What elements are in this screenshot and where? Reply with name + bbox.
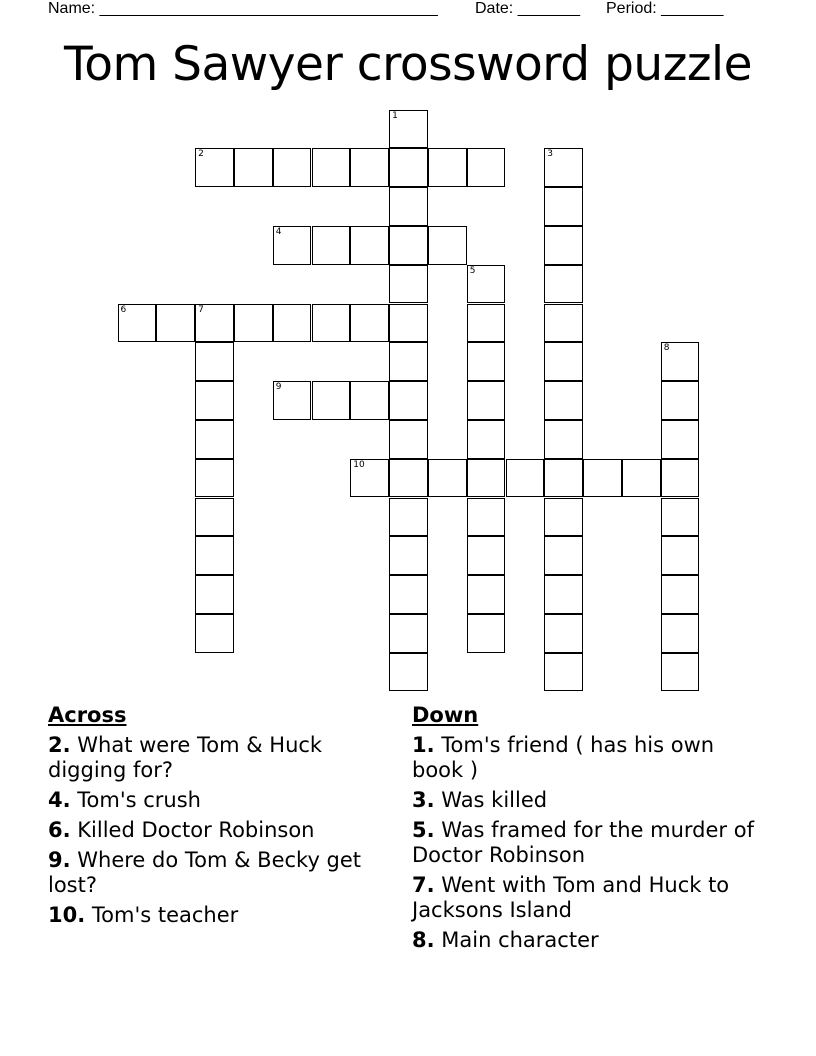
clue-item — [48, 903, 383, 928]
grid-cell[interactable] — [350, 148, 389, 187]
grid-cell[interactable] — [389, 304, 428, 343]
grid-cell[interactable] — [389, 498, 428, 537]
clue-item — [48, 818, 383, 843]
grid-cell[interactable] — [544, 381, 583, 420]
clue-item-number: 6. — [48, 818, 71, 842]
clue-number: 3 — [547, 149, 554, 160]
clue-item-number: 8. — [412, 928, 435, 952]
clue-item — [48, 733, 383, 783]
grid-cell[interactable] — [195, 342, 234, 381]
grid-cell[interactable] — [195, 498, 234, 537]
grid-cell[interactable] — [389, 381, 428, 420]
clue-number: 5 — [469, 265, 476, 276]
grid-cell[interactable] — [428, 226, 467, 265]
grid-cell[interactable] — [312, 148, 351, 187]
clue-number: 8 — [663, 343, 670, 354]
grid-cell[interactable] — [467, 575, 506, 614]
grid-cell[interactable] — [195, 381, 234, 420]
clue-item-number: 10. — [48, 903, 86, 927]
clue-item-text: Tom's teacher — [85, 903, 239, 927]
grid-cell[interactable] — [195, 148, 234, 187]
grid-cell[interactable] — [544, 304, 583, 343]
grid-cell[interactable] — [389, 110, 428, 149]
grid-cell[interactable] — [544, 148, 583, 187]
clue-item — [412, 733, 762, 783]
clue-item-number: 5. — [412, 818, 435, 842]
grid-cell[interactable] — [389, 536, 428, 575]
period-field-label[interactable]: Period: _______ — [606, 0, 724, 17]
grid-cell[interactable] — [467, 265, 506, 304]
across-clue-list — [48, 733, 383, 928]
across-clues — [48, 703, 383, 933]
across-heading: Across — [48, 703, 127, 727]
grid-cell[interactable] — [195, 459, 234, 498]
down-clue-list — [412, 733, 762, 953]
grid-cell[interactable] — [544, 653, 583, 692]
grid-cell[interactable] — [661, 420, 700, 459]
grid-cell[interactable] — [661, 381, 700, 420]
grid-cell[interactable] — [661, 498, 700, 537]
grid-cell[interactable] — [544, 459, 583, 498]
grid-cell[interactable] — [350, 459, 389, 498]
grid-cell[interactable] — [661, 614, 700, 653]
grid-cell[interactable] — [544, 498, 583, 537]
grid-cell[interactable] — [273, 381, 312, 420]
grid-cell[interactable] — [312, 304, 351, 343]
clue-item-number: 2. — [48, 733, 71, 757]
grid-cell[interactable] — [467, 304, 506, 343]
grid-cell[interactable] — [312, 381, 351, 420]
grid-cell[interactable] — [467, 420, 506, 459]
clue-item-text: Main character — [434, 928, 599, 952]
clue-number: 10 — [353, 459, 365, 470]
grid-cell[interactable] — [544, 187, 583, 226]
grid-cell[interactable] — [428, 459, 467, 498]
clue-number: 9 — [275, 382, 282, 393]
grid-cell[interactable] — [389, 342, 428, 381]
clue-item-text: Was framed for the murder of Doctor Robinson — [412, 818, 754, 867]
clue-item-text: Tom's friend ( has his own book ) — [412, 733, 715, 782]
clue-item — [412, 818, 762, 868]
grid-cell[interactable] — [118, 304, 157, 343]
grid-cell[interactable] — [350, 226, 389, 265]
clue-number: 4 — [275, 226, 282, 237]
grid-cell[interactable] — [389, 148, 428, 187]
grid-cell[interactable] — [389, 420, 428, 459]
grid-cell[interactable] — [661, 575, 700, 614]
grid-cell[interactable] — [661, 342, 700, 381]
grid-cell[interactable] — [389, 187, 428, 226]
grid-cell[interactable] — [234, 148, 273, 187]
clue-number: 1 — [392, 110, 398, 121]
grid-cell[interactable] — [389, 575, 428, 614]
name-field-label[interactable]: Name: ______________________________________ — [48, 0, 438, 17]
clue-item-number: 1. — [412, 733, 435, 757]
grid-cell[interactable] — [428, 148, 467, 187]
clue-item-text: Went with Tom and Huck to Jacksons Island — [412, 873, 730, 922]
grid-cell[interactable] — [544, 342, 583, 381]
grid-cell[interactable] — [467, 614, 506, 653]
grid-cell[interactable] — [544, 420, 583, 459]
grid-cell[interactable] — [389, 265, 428, 304]
clue-item-number: 7. — [412, 873, 435, 897]
grid-cell[interactable] — [544, 226, 583, 265]
page-title: Tom Sawyer crossword puzzle — [63, 37, 753, 92]
clue-number: 6 — [120, 304, 127, 315]
grid-cell[interactable] — [273, 226, 312, 265]
grid-cell[interactable] — [156, 304, 195, 343]
grid-cell[interactable] — [661, 653, 700, 692]
grid-cell[interactable] — [389, 226, 428, 265]
grid-cell[interactable] — [234, 304, 273, 343]
clue-item-text: What were Tom & Huck digging for? — [48, 733, 323, 782]
grid-cell[interactable] — [467, 148, 506, 187]
grid-cell[interactable] — [389, 653, 428, 692]
grid-cell[interactable] — [195, 420, 234, 459]
grid-cell[interactable] — [544, 575, 583, 614]
date-field-label[interactable]: Date: _______ — [475, 0, 580, 17]
grid-cell[interactable] — [583, 459, 622, 498]
grid-cell[interactable] — [467, 459, 506, 498]
clue-item-text: Was killed — [434, 788, 548, 812]
down-heading: Down — [412, 703, 479, 727]
grid-cell[interactable] — [350, 381, 389, 420]
grid-cell[interactable] — [195, 304, 234, 343]
clue-item-text: Killed Doctor Robinson — [70, 818, 315, 842]
grid-cell[interactable] — [622, 459, 661, 498]
grid-cell[interactable] — [195, 575, 234, 614]
clue-item-number: 4. — [48, 788, 71, 812]
clue-item-text: Where do Tom & Becky get lost? — [48, 848, 362, 897]
grid-cell[interactable] — [195, 536, 234, 575]
clue-item — [48, 848, 383, 898]
grid-cell[interactable] — [467, 498, 506, 537]
grid-cell[interactable] — [389, 459, 428, 498]
grid-cell[interactable] — [312, 226, 351, 265]
clue-item-number: 3. — [412, 788, 435, 812]
clue-number: 2 — [198, 149, 204, 160]
clue-item — [412, 788, 762, 813]
clue-number: 7 — [198, 304, 204, 315]
grid-cell[interactable] — [273, 304, 312, 343]
grid-cell[interactable] — [661, 536, 700, 575]
grid-cell[interactable] — [350, 304, 389, 343]
grid-cell[interactable] — [661, 459, 700, 498]
clue-item-number: 9. — [48, 848, 71, 872]
grid-cell[interactable] — [467, 342, 506, 381]
clue-item — [48, 788, 383, 813]
grid-cell[interactable] — [544, 614, 583, 653]
grid-cell[interactable] — [467, 536, 506, 575]
grid-cell[interactable] — [506, 459, 545, 498]
grid-cell[interactable] — [195, 614, 234, 653]
grid-cell[interactable] — [467, 381, 506, 420]
clue-item — [412, 873, 762, 923]
grid-cell[interactable] — [544, 265, 583, 304]
clue-item-text: Tom's crush — [70, 788, 201, 812]
down-clues — [412, 703, 762, 958]
clue-item — [412, 928, 762, 953]
grid-cell[interactable] — [544, 536, 583, 575]
grid-cell[interactable] — [389, 614, 428, 653]
grid-cell[interactable] — [273, 148, 312, 187]
